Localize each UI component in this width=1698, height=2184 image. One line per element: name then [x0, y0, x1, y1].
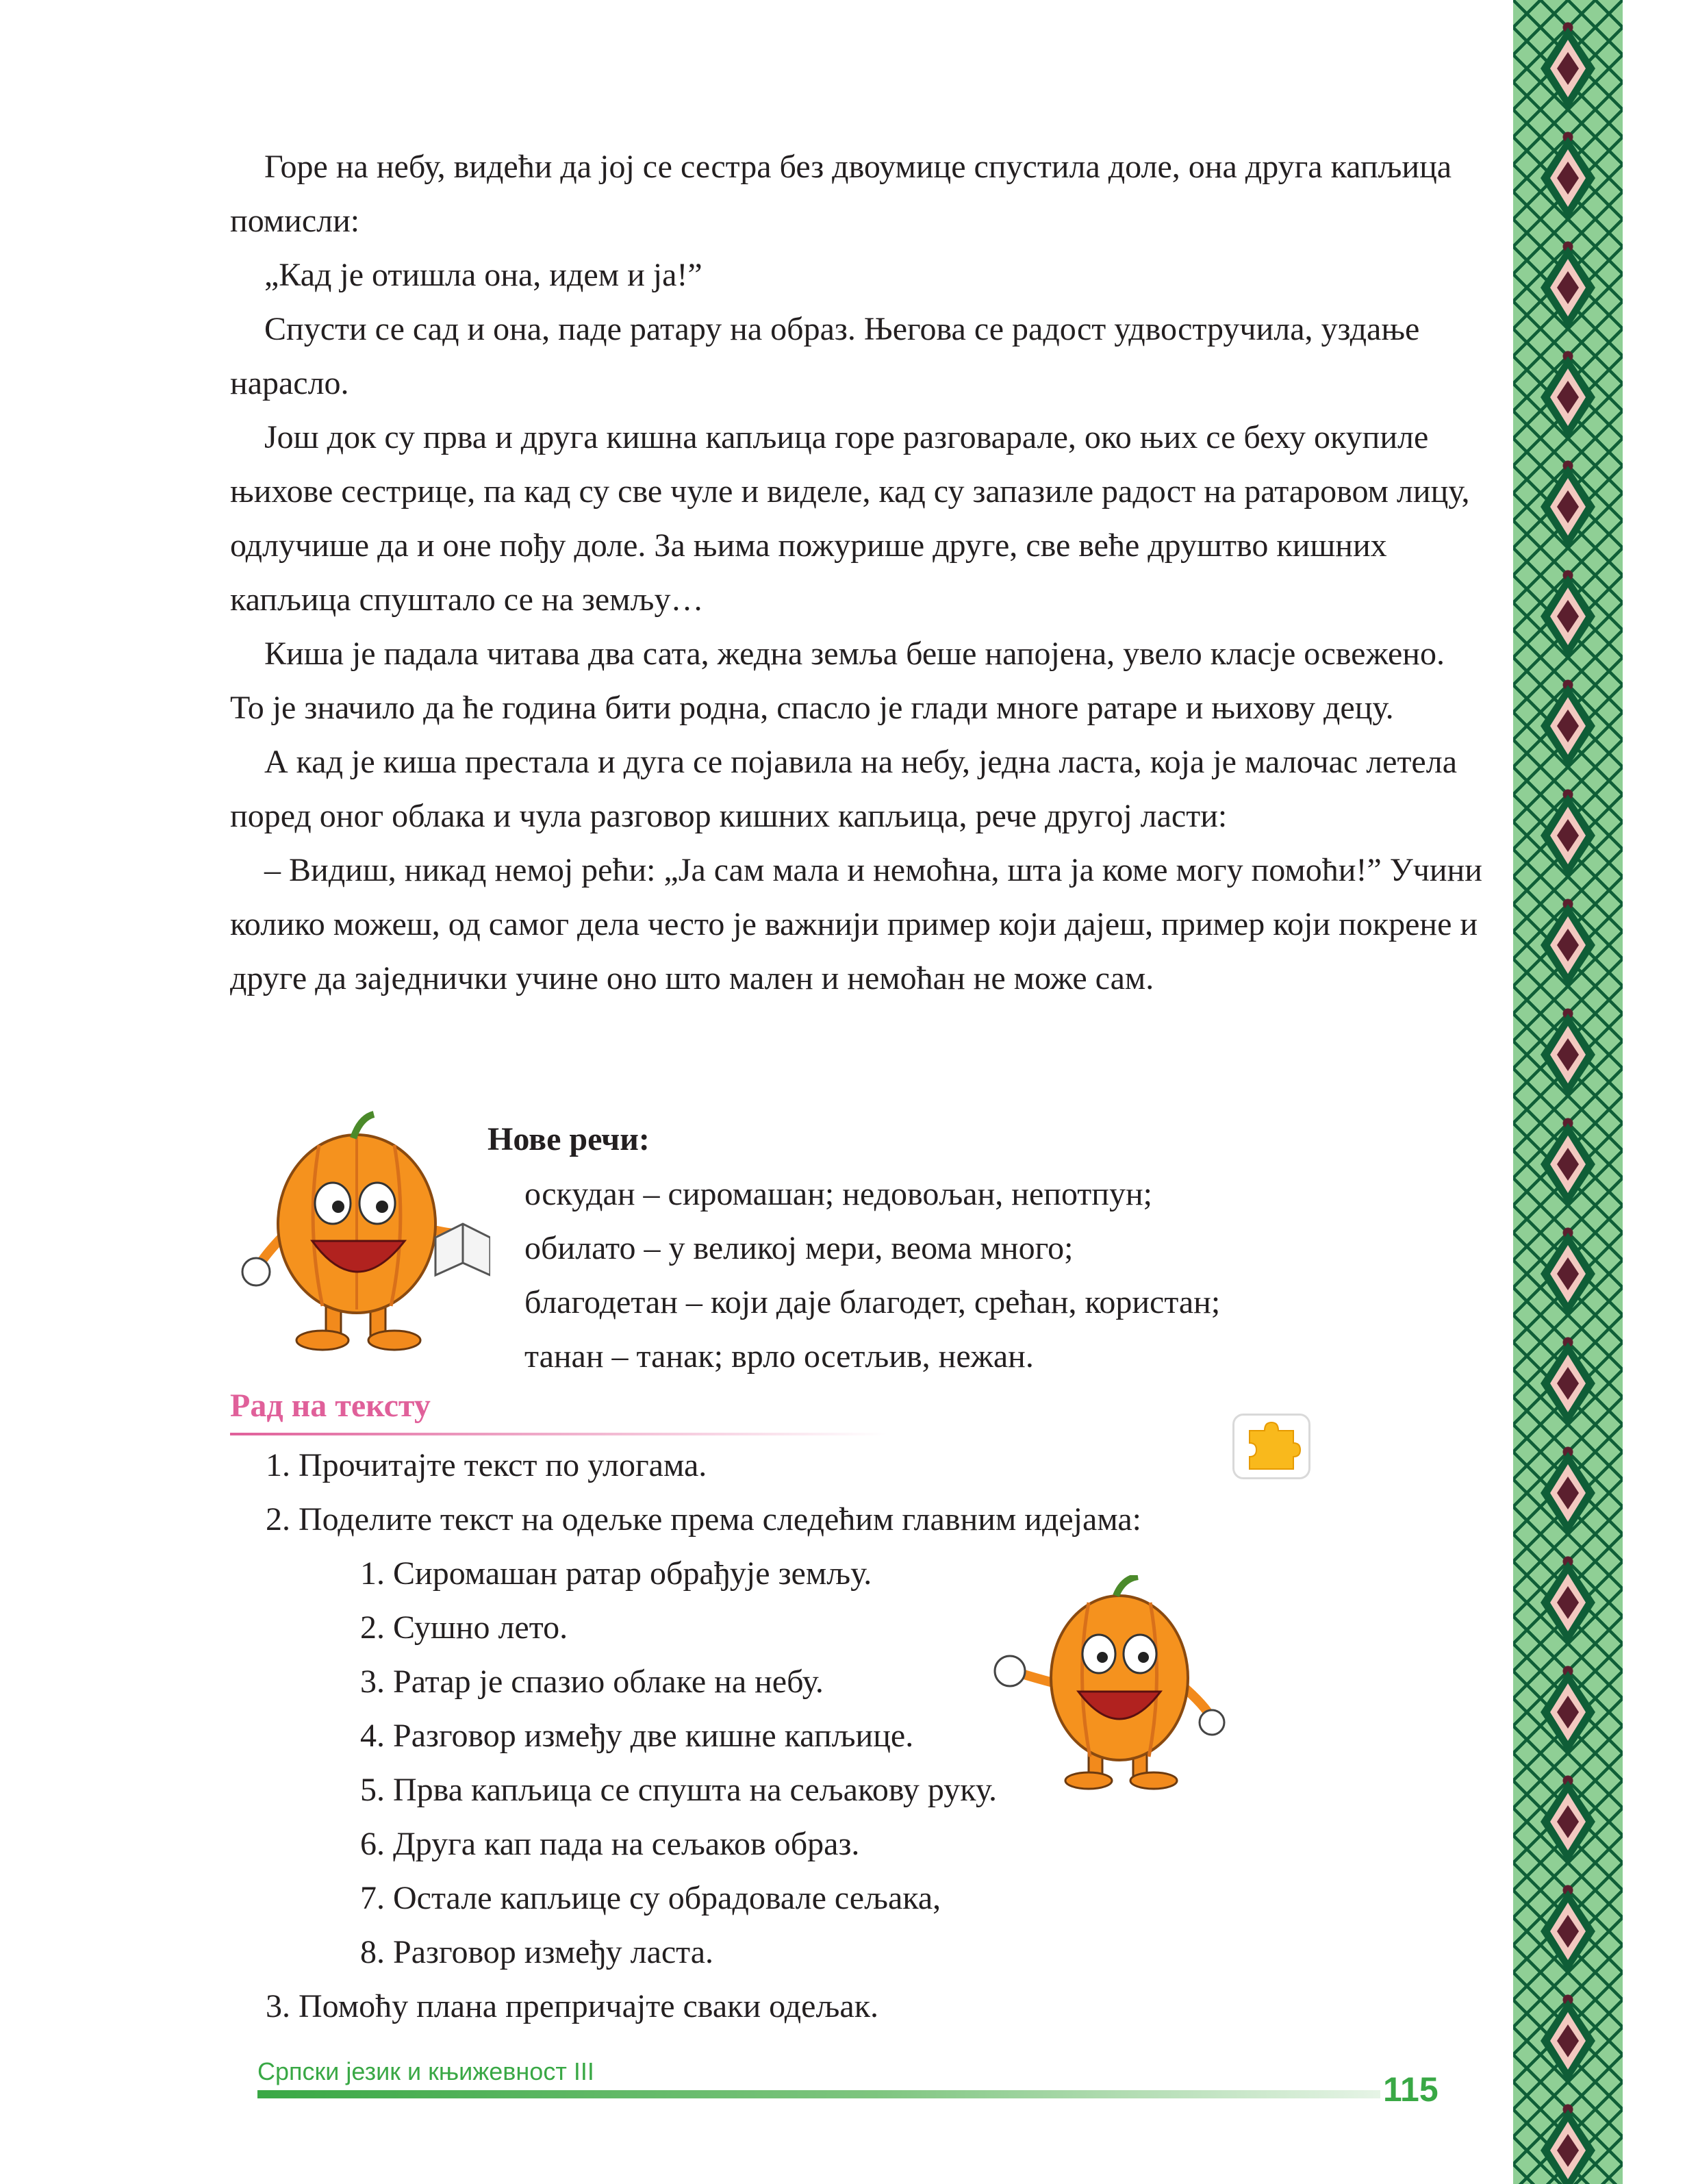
- border-diamond-motif: [1541, 2109, 1595, 2184]
- task-item: 1. Прочитајте текст по улогама.: [266, 1447, 707, 1483]
- border-diamond-motif: [1541, 1781, 1595, 1863]
- pumpkin-mascot-with-book-icon: [230, 1104, 490, 1364]
- subtask-list: [360, 1546, 997, 1979]
- story-paragraph: Горе на небу, видећи да јој се сестра без двоумице спустила доле, она друга капљица помисли:: [230, 149, 1452, 239]
- border-diamond-motif: [1541, 356, 1595, 438]
- pumpkin-mascot-pointing-icon: [986, 1575, 1246, 1801]
- subtask-item: 1. Сиромашан ратар обрађује земљу.: [360, 1555, 872, 1592]
- side-border-motif: [1513, 0, 1623, 2184]
- new-words-title: Нове речи:: [487, 1121, 650, 1157]
- subtask-item: 8. Разговор између ласта.: [360, 1934, 714, 1970]
- border-diamond-motif: [1541, 1123, 1595, 1205]
- task-list: [266, 1438, 1141, 1546]
- border-diamond-motif: [1541, 1671, 1595, 1753]
- new-word-item: обилато – у великој мери, веома много;: [524, 1230, 1074, 1266]
- puzzle-piece-icon: [1232, 1414, 1310, 1479]
- story-paragraph: Спусти се сад и она, паде ратару на образ. Његова се радост удвостручила, уздање нарасло.: [230, 311, 1420, 401]
- task-item: 3. Помоћу плана препричајте сваки одељак.: [266, 1988, 879, 2024]
- story-text: [230, 140, 1483, 1005]
- subtask-item: 7. Остале капљице су обрадовале сељака,: [360, 1880, 941, 1916]
- border-diamond-motif: [1541, 685, 1595, 767]
- footer-book-title: Српски језик и књижевност III: [257, 2057, 594, 2085]
- section-heading: Рад на тексту: [230, 1388, 431, 1424]
- border-diamond-motif: [1541, 1233, 1595, 1315]
- new-word-item: оскудан – сиромашан; недовољан, непотпун;: [524, 1176, 1152, 1212]
- subtask-item: 2. Сушно лето.: [360, 1609, 568, 1646]
- section-divider: [230, 1433, 887, 1435]
- story-paragraph: Још док су прва и друга кишна капљица горе разговарале, око њих се беху окупиле њихове сестрице, па кад су све чуле и виделе, кад су запазиле радост на ратаровом лицу, одлучише да и оне пођу доле. За њима пожурише друге, све веће друштво кишних капљица спуштало се на земљу…: [230, 419, 1470, 618]
- story-paragraph: А кад је киша престала и дуга се појавила на небу, једна ласта, која је малочас летела поред оног облака и чула разговор кишних капљица, рече другој ласти:: [230, 744, 1457, 834]
- border-diamond-motif: [1541, 1342, 1595, 1424]
- subtask-item: 6. Друга кап пада на сељаков образ.: [360, 1826, 860, 1862]
- border-diamond-motif: [1541, 1890, 1595, 1972]
- story-paragraph: Киша је падала читава два сата, жедна земља беше напојена, увело класје освежено. То је значило да ће година бити родна, спасло је глади многе ратаре и њихову децу.: [230, 636, 1445, 726]
- task-item: 2. Поделите текст на одељке према следећим главним идејама:: [266, 1501, 1142, 1537]
- subtask-item: 4. Разговор између две кишне капљице.: [360, 1718, 914, 1754]
- subtask-item: 5. Прва капљица се спушта на сељакову руку.: [360, 1772, 998, 1808]
- new-word-item: благодетан – који даје благодет, срећан, користан;: [524, 1284, 1221, 1320]
- border-diamond-motif: [1541, 1561, 1595, 1644]
- border-diamond-motif: [1541, 1452, 1595, 1534]
- border-diamond-motif: [1541, 2000, 1595, 2082]
- page-number: 115: [1383, 2070, 1439, 2109]
- border-diamond-motif: [1541, 247, 1595, 329]
- border-diamond-motif: [1541, 575, 1595, 657]
- border-diamond-motif: [1541, 466, 1595, 548]
- story-paragraph: „Кад је отишла она, идем и ја!”: [264, 257, 702, 293]
- story-paragraph: – Видиш, никад немој рећи: „Ја сам мала и немоћна, шта ја коме могу помоћи!” Учини колико можеш, од самог дела често је важнији пример који дајеш, пример који покрене и друге да заједнички учине оно што мален и немоћан не може сам.: [230, 852, 1482, 996]
- page-right-margin: [1623, 0, 1698, 2184]
- border-diamond-motif: [1541, 137, 1595, 219]
- border-diamond-motif: [1541, 794, 1595, 877]
- subtask-item: 3. Ратар је спазио облаке на небу.: [360, 1664, 824, 1700]
- border-diamond-motif: [1541, 904, 1595, 986]
- new-word-item: танан – танак; врло осетљив, нежан.: [524, 1338, 1034, 1375]
- border-diamond-motif: [1541, 27, 1595, 110]
- footer-divider: [257, 2090, 1380, 2098]
- border-diamond-motif: [1541, 1014, 1595, 1096]
- new-words-list: [524, 1167, 1220, 1383]
